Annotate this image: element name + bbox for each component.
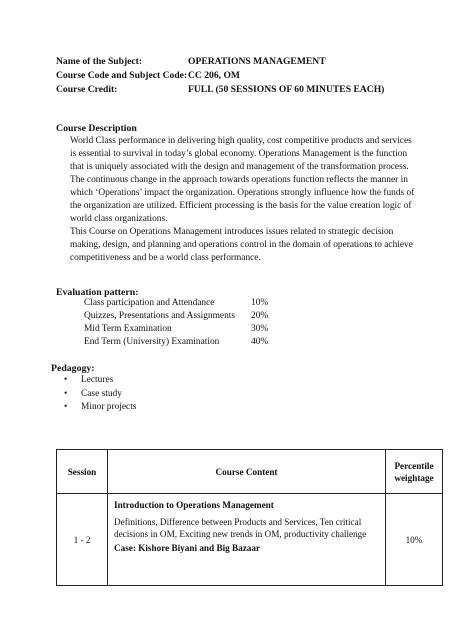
course-credit-value: FULL (50 SESSIONS OF 60 MINUTES EACH) [188, 84, 385, 95]
description-line: World Class performance in delivering high quality, cost competitive products and services [70, 136, 412, 146]
course-description-heading: Course Description [56, 123, 137, 134]
evaluation-item-label: Quizzes, Presentations and Assignments [84, 311, 236, 321]
description-line: This Course on Operations Management introduces issues related to strategic decision [70, 227, 394, 237]
course-code-label: Course Code and Subject Code: [56, 70, 188, 81]
pedagogy-heading: Pedagogy: [51, 363, 95, 374]
evaluation-item-value: 40% [251, 337, 269, 347]
case-study: Case: Kishore Biyani and Big Bazaar [114, 543, 261, 553]
pedagogy-item: • Minor projects [64, 401, 136, 415]
evaluation-item-value: 10% [251, 298, 269, 308]
description-line: that is uniquely associated with the design and management of the transformation process. [70, 162, 409, 172]
course-code-value: CC 206, OM [188, 70, 240, 81]
pedagogy-item: • Lectures [64, 374, 136, 388]
pedagogy-list [64, 374, 136, 415]
description-line: is essential to survival in today’s global economy. Operations Management is the function [70, 149, 408, 159]
subject-name-label: Name of the Subject: [56, 56, 143, 67]
description-line: world class organizations. [70, 214, 168, 224]
description-line: the organization are utilized. Efficient processing is the basis for the value creation logic of [70, 201, 412, 211]
description-line: which ‘Operations’ impact the organization. Operations strongly influence how the funds of [70, 188, 415, 198]
evaluation-item-value: 30% [251, 324, 269, 334]
course-credit-label: Course Credit: [56, 84, 118, 95]
topic-description-line: Definitions, Difference between Products and Services, Ten critical [114, 517, 362, 527]
subject-name-value: OPERATIONS MANAGEMENT [188, 56, 326, 67]
weightage-header-line: weightage [394, 472, 434, 483]
description-line: The continuous change in the approach towards operations function reflects the manner in [70, 175, 408, 185]
description-line: making, design, and planning and operations control in the domain of operations to achieve [70, 240, 413, 250]
weightage-cell: 10% [386, 494, 443, 586]
evaluation-heading: Evaluation pattern: [56, 287, 139, 298]
description-line: competitiveness and be a world class performance. [70, 253, 261, 263]
pedagogy-item: • Case study [64, 388, 136, 402]
table-row [57, 494, 443, 586]
topic-description-line: decisions in OM, Exciting new trends in OM, productivity challenge [114, 529, 367, 539]
course-content-table [56, 449, 443, 586]
evaluation-item-label: Mid Term Examination [84, 324, 172, 334]
weightage-header [386, 450, 443, 494]
weightage-header-line: Percentile [394, 460, 434, 471]
course-description-body [70, 135, 414, 265]
course-content-cell [108, 494, 386, 586]
evaluation-item-label: End Term (University) Examination [84, 337, 220, 347]
evaluation-item-label: Class participation and Attendance [84, 298, 215, 308]
session-header: Session [57, 450, 108, 494]
course-content-header: Course Content [108, 450, 386, 494]
evaluation-item-value: 20% [251, 311, 269, 321]
session-cell: 1 - 2 [57, 494, 108, 586]
table-header-row [57, 450, 443, 494]
topic-title: Introduction to Operations Management [114, 500, 274, 510]
